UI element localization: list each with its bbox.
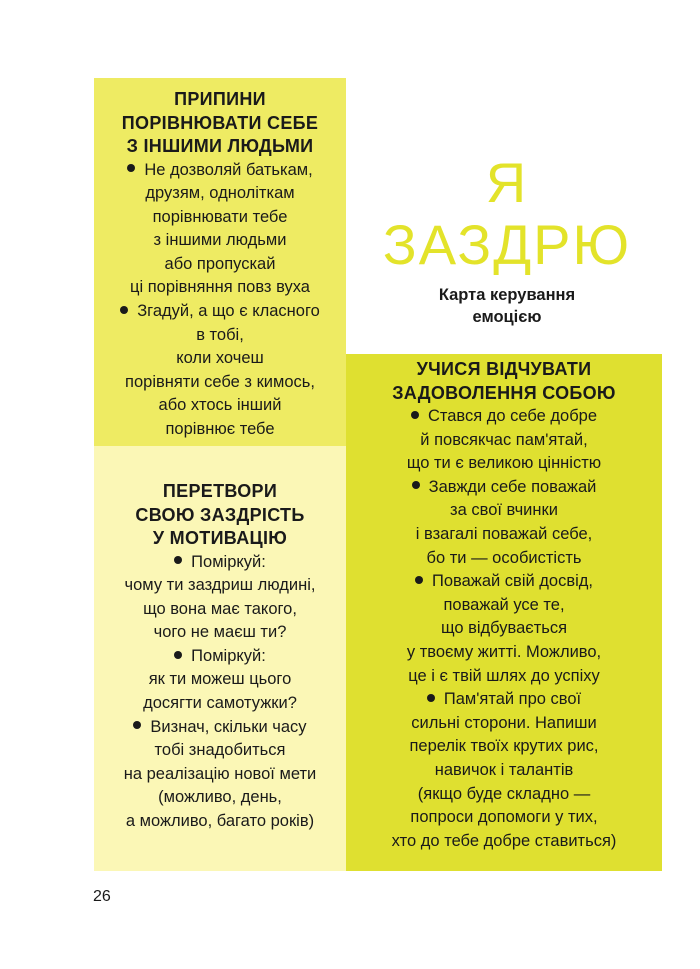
text-line: навичок і талантів bbox=[434, 760, 574, 779]
bullet-icon bbox=[411, 411, 419, 419]
list-item: Поважай свій досвід, bbox=[346, 570, 662, 594]
text-line: це і є твій шлях до успіху bbox=[408, 666, 600, 685]
text-line: досягти самотужки? bbox=[143, 694, 297, 713]
list-item: Стався до себе добре bbox=[346, 405, 662, 429]
tip-block-envy-to-motivation bbox=[94, 446, 346, 871]
list-item: Поміркуй: bbox=[94, 645, 346, 669]
text-line: поважай усе те, bbox=[443, 595, 565, 614]
tip-block-stop-comparing bbox=[94, 78, 346, 446]
heading-line: СВОЮ ЗАЗДРІСТЬ bbox=[135, 504, 305, 525]
text-line: тобі знадобиться bbox=[154, 741, 286, 760]
text-line: що ти є великою цінністю bbox=[406, 454, 602, 473]
page-title bbox=[372, 152, 642, 276]
subtitle-line: емоцією bbox=[472, 308, 542, 326]
tip-heading bbox=[346, 358, 662, 405]
bullet-icon bbox=[120, 306, 128, 314]
bullet-icon bbox=[127, 164, 135, 172]
text-line: чому ти заздриш людині, bbox=[124, 576, 316, 595]
heading-line: З ІНШИМИ ЛЮДЬМИ bbox=[126, 136, 314, 156]
bullet-icon bbox=[427, 694, 435, 702]
text-line: попроси допомоги у тих, bbox=[410, 808, 598, 827]
page-subtitle bbox=[372, 284, 642, 328]
heading-line: У МОТИВАЦІЮ bbox=[152, 528, 288, 548]
tip-block-self-satisfaction bbox=[346, 354, 662, 871]
text-line: і взагалі поважай себе, bbox=[415, 524, 593, 543]
heading-line: УЧИСЯ ВІДЧУВАТИ bbox=[416, 359, 592, 379]
text-line: ці порівняння повз вуха bbox=[130, 278, 310, 297]
bullet-icon bbox=[174, 556, 182, 564]
text-line: порівняти себе з кимось, bbox=[125, 372, 315, 391]
text-line: бо ти — особистість bbox=[426, 548, 582, 567]
bullet-icon bbox=[133, 721, 141, 729]
list-item: Поміркуй: bbox=[94, 551, 346, 575]
text-line: на реалізацію нової мети bbox=[123, 764, 317, 783]
bullet-icon bbox=[415, 576, 423, 584]
text-line: у твоєму житті. Можливо, bbox=[406, 642, 602, 661]
text-line: як ти можеш цього bbox=[148, 670, 292, 689]
text-line: й повсякчас пам'ятай, bbox=[420, 430, 588, 449]
text-line: або хтось інший bbox=[158, 396, 282, 415]
heading-line: ПЕРЕТВОРИ bbox=[162, 481, 278, 501]
text-line: коли хочеш bbox=[176, 349, 264, 368]
text-line: хто до тебе добре ставиться) bbox=[391, 831, 617, 850]
bullet-icon bbox=[412, 481, 420, 489]
text-line: порівнювати тебе bbox=[152, 207, 288, 226]
list-item: Згадуй, а що є класного bbox=[94, 300, 346, 324]
text-line: сильні сторони. Напиши bbox=[411, 713, 597, 732]
text-line: з іншими людьми bbox=[153, 231, 287, 250]
text-line: або пропускай bbox=[164, 254, 276, 273]
text-line: перелік твоїх крутих рис, bbox=[409, 737, 599, 756]
text-line: що вона має такого, bbox=[143, 599, 297, 618]
list-item: Завжди себе поважай bbox=[346, 476, 662, 500]
list-item: Визнач, скільки часу bbox=[94, 716, 346, 740]
page-number: 26 bbox=[93, 888, 111, 905]
heading-line: ПРИПИНИ bbox=[174, 89, 266, 109]
heading-line: ПОРІВНЮВАТИ СЕБЕ bbox=[121, 112, 319, 133]
text-line: друзям, одноліткам bbox=[145, 184, 295, 203]
text-line: в тобі, bbox=[196, 325, 244, 344]
text-line: що відбувається bbox=[440, 619, 568, 638]
text-line: (якщо буде складно — bbox=[417, 784, 591, 803]
text-line: а можливо, багато років) bbox=[125, 812, 315, 831]
title-line: Я bbox=[485, 151, 529, 214]
title-line: ЗАЗДРЮ bbox=[382, 213, 632, 276]
tip-heading bbox=[94, 88, 346, 159]
list-item: Не дозволяй батькам, bbox=[94, 159, 346, 183]
tip-heading bbox=[94, 480, 346, 551]
subtitle-line: Карта керування bbox=[438, 286, 576, 304]
text-line: за свої вчинки bbox=[450, 501, 558, 520]
heading-line: ЗАДОВОЛЕННЯ СОБОЮ bbox=[392, 382, 616, 403]
text-line: порівнює тебе bbox=[165, 420, 275, 439]
text-line: (можливо, день, bbox=[158, 788, 282, 807]
bullet-icon bbox=[174, 651, 182, 659]
text-line: чого не маєш ти? bbox=[153, 623, 287, 642]
list-item: Пам'ятай про свої bbox=[346, 688, 662, 712]
